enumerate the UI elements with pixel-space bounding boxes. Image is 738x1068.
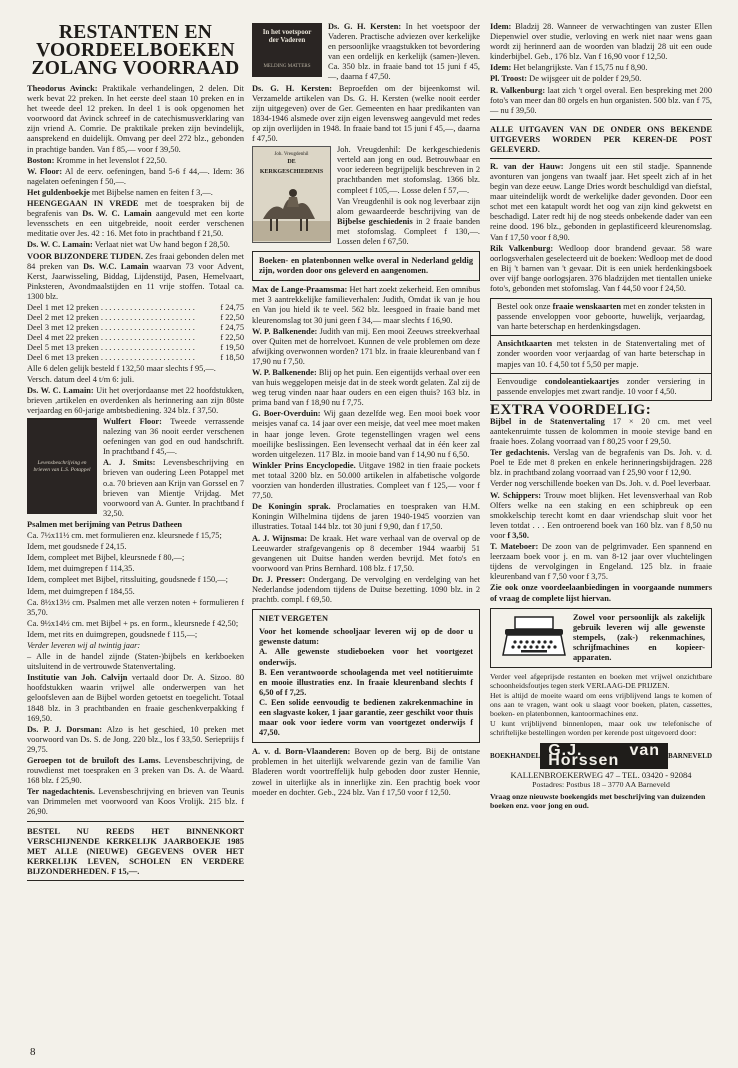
headline-line: ZOLANG VOORRAAD [31,58,240,79]
entry-moeite-waard: Het is altijd de moeite waard om eens vrijblijvend langs te komen of ons aan te vragen, want ook u slaagt voor boeken, platen, cassettes, boeken- en platenbonnen, kantoormachines enz. [490,691,712,719]
entry-mateboer: T. Mateboer: De zoon van de pelgrimvader. Een spannend en leerzaam boek voor j. en m. van 8-12 jaar over vluchtelingen tijdens de vervolgingen in Engeland. 125 blz. in fraaie kleurenband van f 7,50 voor f 3,75. [490,542,712,582]
entry-bladzij-28: Idem: Bladzij 28. Wanneer de verwachtingen van zuster Ellen Diepenwiel over studie, verloving en werk niet naar wens gaan wordt zij herinnerd aan de woorden van bladzij 28 uit een oude kinderbijbel. Geb., 176 blz. Van f 16,90 voor f 12,50. [490,22,712,62]
entry-psalmen-line: Idem, met duimgrepen f 184,55. [27,586,135,596]
entry-bijzondere-tijden: VOOR BIJZONDERE TIJDEN. Zes fraai gebonden delen met 84 preken van Ds. W.C. Lamain waarvan 73 voor Advent, Kerst, Jaarwisseling, Biddag, Lijdenstijd, Pasen, Hemelvaart, Pinksteren, Avondmaalstijden en 11 vrije stoffen. Totaal ca. 1300 blz. [27,251,244,301]
book-cover-kerkgeschiedenis [252,146,331,243]
price-row: Deel 1 met 12 preken . . . f 24,75 [27,303,244,313]
entry-kersten-voetspoor: Ds. G. H. Kersten: In het voetspoor der Vaderen. Practische adviezen over kerkelijke en persoonlijke vraagstukken tot bevordering van een ordelijk en kerkelijk (samen-)leven. Ca. 350 blz. in fraaie band tot 15 juni f 45,—, daarna f 47,50. [328,22,480,82]
price-row: Deel 3 met 12 preken . . . f 24,75 [27,323,244,333]
camel-illustration [253,171,330,241]
book-cover-title: DE KERKGESCHIEDENIS [259,159,324,176]
book-cover-caption: Levensbeschrijving en brieven van L.S. Potappel [33,460,91,473]
logo-city: BARNEVELD [668,752,712,761]
entry-psalmen-line: Idem, met duimgrepen f 114,35. [27,564,135,574]
address-gids: Vraag onze nieuwste boekengids met beschrijving van duizenden boeken enz. voor jong en oud. [490,792,706,811]
entry-belangrijkste: Idem: Het belangrijkste. Van f 15,75 nu f 8,90. [490,63,648,73]
book-image [252,23,322,77]
box-line: B. Een verantwoorde schoolagenda met veel notitieruimte en mooie illustraties enz. In fraaie kleurenband slechts f 6,50 of f 7,25. [259,667,473,697]
entry-psalmen-line: Ca. 9½x14½ cm. met Bijbel + ps. en form., kleursnede f 42,50; [27,618,239,628]
entry-balkenende-puin: W. P. Balkenende: Blij op het puin. Een eigentijds verhaal over een van huis weggelopen meisje dat in de steek wordt gelaten. Zal zij de weg terug vinden naar haar ouders en een eigen thuis? 163 blz. in prima band van f 18,90 nu f 7,75. [252,368,480,408]
book-cover-author: Joh. Vreugdenhil [274,152,309,158]
divider [27,821,244,822]
entry-rik-valkenburg: Rik Valkenburg: Wedloop door brandend gevaar. 58 ware oorlogsverhalen geselecteerd uit de boeken: Wedloop met de dood en Bij 't barnen van 't gevaar. Dit is een uniek herdenkingsboek over vijf bange oorlogsjaren. 376 bladzijden met tientallen unieke foto's, gebonden met stofomslag. Van f 44,50 voor f 24,50. [490,243,712,293]
logo-boekhandel: BOEKHANDEL [490,752,541,761]
jaarboekje-banner: BESTEL NU REEDS HET BINNENKORT VERSCHIJNENDE KERKELIJK JAARBOEKJE 1985 MET ALLE (NIEUWE) GEGEVENS OVER HET KERKELIJK LEVEN, SCHOLEN EN VERDERE BIJZONDERHEDEN. F 15,—. [27,825,244,876]
entry-winkler-prins: Winkler Prins Encyclopedie. Uitgave 1982 in tien fraaie pockets met totaal 3200 blz. en 50.000 artikelen in alfabetische volgorde voorzien van honderden illustraties. Compleet van f 125,— voor f 77,50. [252,460,480,501]
address-street: KALLENBROEKERWEG 47 – TEL. 03420 - 92084 [510,770,692,781]
price-row: Deel 4 met 22 preken . . . f 22,50 [27,333,244,343]
book-image [27,418,97,514]
entry-koningin: De Koningin sprak. Proclamaties en toespraken van H.M. Koningin Wilhelmina tijdens de jaren 1940-1945 voorzien van illustraties. Totaal 144 blz. tot 30 juni f 9,90, dan f 17,50. [252,502,480,532]
divider [27,880,244,881]
entry-poel: Verder nog verschillende boeken van Ds. Joh. v. d. Poel leverbaar. [490,479,711,489]
niet-vergeten-box [252,609,480,743]
box-line: Voor het komende schooljaar leveren wij op de door u gewenste datum: [259,627,473,647]
entry-psalmen-heading: Psalmen met berijming van Petrus Datheen [27,519,183,529]
page-number: 8 [30,1046,36,1058]
address-postbox: Postadres: Postbus 18 – 3770 AA Barneveld [532,780,670,790]
entry-floor: W. Floor: Al de eerv. oefeningen, band 5-6 f 44,—. Idem: 36 nagelaten oefeningen f 50,—. [27,166,244,186]
typewriter-icon [501,615,567,659]
entry-statenvertaling: Bijbel in de Statenvertaling 17 × 20 cm. met veel aantekenruimte tussen de kolommen in mooie stevige band en fraaie hoes. Zolang voorraad van f 80,25 voor f 29,50. [490,416,712,447]
entry-bundle-price: Alle 6 delen gelijk besteld f 132,50 maar slechts f 95,—. [27,363,216,373]
entry-overjordaanse: Ds. W. C. Lamain: Uit het overjordaanse met 22 hoofdstukken, brieven ,artikelen en overdenken als herinnering aan zijn 80ste verjaardag en 60-jarige ambtsbediening. 324 blz. f 37,50. [27,385,244,415]
entry-avinck: Theodorus Avinck: Praktikale verhandelingen, 2 delen. Dit werk bevat 22 preken. In het eerste deel staan 10 preken en in het tweede deel 12 preken. In deel 1 is ook opgenomen het voorwoord dat Avinck schreef in de catechismusverklaring van zijn vriend A. Comrie. De praktikale preken zijn bevindelijk, aansprekend en duidelijk. Omvang per deel 272 blz., gebonden in prachtige banden. Van f 85,— voor f 39,50. [27,84,244,154]
entry-vreugdenhil-bijbel: Van Vreugdenhil is ook nog leverbaar zijn alom gewaardeerde beschrijving van de Bijbelse geschiedenis in 2 fraaie banden met stofomslag. Compleet f 130,—. Lossen delen f 67,50. [337,196,480,246]
entry-balkenende-judith: W. P. Balkenende: Judith van mij. Een mooi Zeeuws streekverhaal over Quiten met de horrelvoet. Kunnen de vele problemen om deze afwijking overwonnen worden? 171 blz. in fraaie kleurenband van f 17,90 nu f 7,50. [252,326,480,366]
divider [490,158,712,159]
entry-dorsman: Ds. P. J. Dorsman: Alzo is het geschied, 10 preken met voorwoord van Ds. S. de Jong. 220 blz., los f 33,50. Seriepriijs f 29,75. [27,724,244,754]
column-right [490,22,712,810]
condoleantie-item: Eenvoudige condoleantiekaartjes zonder versiering in passende envelopjes met zwart randje. 10 voor f 4,50. [497,376,705,396]
wenskaarten-item: Bestel ook onze fraaie wenskaarten met en zonder teksten in passende enveloppen voor geboorte, huwelijk, verjaardag, van harte beterschap en herdenkingsdagen. [491,299,711,336]
entry-vreugdenhil-kerk: Joh. Vreugdenhil: De kerkgeschiedenis verteld aan jong en oud. Betrouwbaar en voor iedereen begrijpelijk beschreven in 2 prachtbanden met stofomslag. 1366 blz. compleet f 105,—. Losse delen f 57,—. [337,145,480,195]
typewriter-box [490,608,712,668]
entry-nagedachtenis: Ter nagedachtenis. Levensbeschrijving en brieven van Teunis van Drimmelen met voorwoord van Koos Vrolijk. 215 blz. f 26,90. [27,787,244,817]
entry-psalmen-line: Ca. 8½x13½ cm. Psalmen met alle verzen noten + formulieren f 35,70. [27,597,244,617]
entry-boer-overduin: G. Boer-Overduin: Wij gaan dezelfde weg. Een mooi boek voor meisjes vanaf ca. 14 jaar over een meisje, dat veel mee moet maken in haar jonge leven. Grote tegenstellingen vragen wel eens moeilijke beslissingen. Een levensecht verhaal dat in één keer zal worden uitgelezen. 117 Blz. in mooie band van f 14,90 nu f 6,50. [252,409,480,459]
entry-boston: Boston: Kromme in het levenslot f 22,50. [27,155,167,165]
box-line: C. Een solide eenvoudig te bedienen zakrekenmachine in een slagvaste koker, 1 jaar garantie, zeer geschikt voor thuis maar ook voor iedere vorm van voortgezet onderwijs f 47,50. [259,697,473,738]
book-cover-potappel [27,418,97,514]
entry-heengegaan: HEENGEGAAN IN VREDE met de toespraken bij de begrafenis van Ds. W. C. Lamain aangevuld met een korte levensschets en een uitgebreide, nooit eerder verschenen meditatie over Jes. 42 : 16. Met foto in prachtband f 21,50. [27,199,245,239]
box-title: NIET VERGETEN [259,614,329,624]
column-middle [252,22,480,799]
entry-kersten-beproefden: Ds. G. H. Kersten: Beproefden om der bijeenkomst wil. Verzamelde artikelen van Ds. G. H. Kersten (welke nooit eerder zijn uitgegeven) over de Ger. Gemeenten en haar predikanten van 1834-1946 alsmede over zijn eigen levensweg aangevuld met redes op zijn overlijden in 1948. In fraaie band tot 15 juni f 45,—, daarna f 47,50. [252,83,480,144]
entry-troost: Pl. Troost: De wijsgeer uit de polder f 29,50. [490,74,642,84]
typewriter-text: Zowel voor persoonlijk als zakelijk gebruik leveren wij alle gewenste stempels, (zak-) rekenmachines, schrijfmachines en kopieer-apparaten. [573,612,705,662]
book-cover-voetspoor [252,23,322,77]
entry-wulfert-floor: Wulfert Floor: Tweede verrassende nalezing van 36 nooit eerder verschenen oefeningen van god en oud handschrift. In prachtband f 45,—. [103,417,244,457]
bonnen-notice-box: Boeken- en platenbonnen welke overal in Nederland geldig zijn, worden door ons geleverd en aangenomen. [252,251,480,281]
ansichtkaarten-item: Ansichtkaarten met teksten in de Statenvertaling met of zonder woorden voor verjaardag of van harte beterschap in mapjes van 10. f 4,50 tot f 5,50 per mapje. [491,336,711,373]
column-left [27,22,244,884]
price-row: Deel 5 met 13 preken . . . f 19,50 [27,343,244,353]
entry-smits: A. J. Smits: Levensbeschrijving en brieven van oudering Leen Potappel met o.a. 70 brieven aan Krijn van Gorssel en 7 brieven van Mientje Vrijdag. Met voorwoord van A. Gunter. In prachtband f 32,50. [103,458,244,518]
kaarten-box [490,298,712,401]
logo-name: G.J. van Horssen [540,743,668,769]
entry-restanten: Verder veel afgeprijsde restanten en boeken met vrijwel onzichtbare schoonheidsfoutjes tegen sterk VERLAAG-DE PRIJZEN. [490,672,712,691]
address-block [490,771,712,810]
entry-psalmen-line: Idem, met goudsnede f 24,15. [27,542,127,552]
price-row: Deel 2 met 12 preken . . . f 22,50 [27,313,244,323]
price-list [27,303,244,364]
entry-presser: Dr. J. Presser: Ondergang. De vervolging en verdelging van het Nederlandse jodendom tijdens de Duitse bezetting. 1090 blz. in 2 prachtb. compl. f 69,50. [252,574,480,605]
entry-binnenlopen: U kunt vrijblijvend binnenlopen, maar ook uw telefonische of schriftelijke bestellingen worden per kerende post uitgevoerd door: [490,719,712,738]
box-line: A. Alle gewenste studieboeken voor het voortgezet onderwijs. [259,647,473,667]
entry-guldenboekje: Het guldenboekje met Bijbelse namen en feiten f 3,—. [27,187,213,197]
divider [490,119,712,120]
entry-twintig-jaar: Verder leveren wij al twintig jaar: [27,640,141,650]
book-image [252,146,331,243]
entry-lamain-verlaat: Ds. W. C. Lamain: Verlaat niet wat Uw hand begon f 28,50. [27,240,230,250]
book-cover-subtitle: MELDING MATTERS [263,63,311,69]
extra-voordelig-heading: EXTRA VOORDELIG: [490,401,652,418]
entry-psalmen-line: Idem, met rits en duimgrepen, goudsnede f 115,—; [27,629,198,639]
bookstore-logo [490,743,712,769]
entry-ter-gedachtenis: Ter gedachtenis. Verslag van de begrafenis van Ds. Joh. v. d. Poel te Ede met 8 preken en enkele herinneringsbijdragen. 228 blz. in prachtband zolang voorraad van f 25,90 voor f 12,90. [490,448,713,478]
uitgevers-banner: ALLE UITGAVEN VAN DE ONDER ONS BEKENDE UITGEVERS WORDEN PER KEREN-DE POST GELEVERD. [490,123,712,154]
entry-bijbels: – Alle in de handel zijnde (Staten-)bijbels en kerkboeken uitsluitend in de vertrouwde Statenvertaling. [27,652,244,672]
entry-bruiloft: Geroepen tot de bruiloft des Lams. Levensbeschrijving, de rouwdienst met toespraken en 3 preken van Ds. A. de Waard. 168 blz. f 25,90. [27,756,244,786]
entry-wijnsma: A. J. Wijnsma: De kraak. Het ware verhaal van de overval op de Leeuwarder strafgevangenis op 8 december 1944 waarbij 51 gevangenen uit Duitse handen werden bevrijd. Met foto's en voorwoord van Prins Bernhard. 108 blz. f 17,50. [252,533,480,573]
page-headline [27,24,244,78]
book-cover-title: In het voetspoor der Vaderen [262,28,312,44]
price-row: Deel 6 met 13 preken . . . f 18,50 [27,353,244,363]
entry-schippers: W. Schippers: Trouw moet blijken. Het levensverhaal van Rob Olfers welke na een staking en een schipbreuk op een smokkelschip terecht komt en daar vriendschap sluit voor het leven totdat . . . Een ontroerend boek van 160 blz. van f 8,50 nu voor f 3,50. [490,490,713,540]
entry-lange-praamsma: Max de Lange-Praamsma: Het hart zoekt zekerheid. Een omnibus met 3 aantrekkelijke familieverhalen: Judith, Omdat ik van je hou en Van jou hield ik te veel. 562 blz. leesgoed in fraaie band met kleurenomslag tot 30 juni geen f 34,— maar slechts f 16,90. [252,285,480,325]
entry-psalmen-line: Ca. 7½x11½ cm. met formulieren enz. kleursnede f 15,75; [27,531,222,541]
entry-calvijn: Institutie van Joh. Calvijn vertaald door Dr. A. Sizoo. 80 hoofdstukken waarin vrijwel alle onderwerpen van het geloofsleven aan de Bijbel worden getoetst en toegelicht. Totaal 1848 blz. in 3 prachtbanden en fraaie geschenkverpakking f 169,50. [27,673,244,723]
headline-line: RESTANTEN EN [58,22,213,43]
entry-release-date: Versch. datum deel 4 t/m 6: juli. [27,374,135,384]
entry-valkenburg-orgel: R. Valkenburg: laat zich 't orgel overal. Een bespreking met 200 foto's van meer dan 80 orgels en hun organisten. 500 blz. van f 75,— nu f 39,50. [490,85,712,115]
entry-voordeelaanbiedingen: Zie ook onze voordeelaanbiedingen in voorgaande nummers of vraag de complete lijst hiervan. [490,583,712,603]
entry-psalmen-line: Idem, compleet met Bijbel, ritssluiting, goudsnede f 150,—; [27,575,228,585]
entry-born-vlaanderen: A. v. d. Born-Vlaanderen: Boven op de berg. Bij de ontstane problemen in het uiterlijk welvarende gezin van de familie Van Bladeren wordt voortreffelijk hulp geboden door zuster Hennie, zowel in uiterlijke als in innerlijke zin. Een prachtig boek voor moeder en dochter. Geb., 224 blz. Van f 17,50 voor f 12,50. [252,747,480,797]
entry-van-der-hauw: R. van der Hauw: Jongens uit een stil stadje. Spannende avonturen van jongens van twaalf jaar. Het speelt zich af in het begin van deze eeuw. Lange Dries wordt beschuldigd van diefstal, maar uiteindelijk wordt de werkelijke dader gevonden. Door een schot met een katapult wordt het oog van zijn kind gekwetst en beschadigd. Later redt hij de nog steeds onbekende dader van een reine dood. 196 blz., gebonden in geplastificeerd kleurenomslag. Van f 17,50 voor f 8,90. [490,161,713,242]
headline-line: VOORDEELBOEKEN [36,40,235,61]
entry-psalmen-line: Idem, compleet met Bijbel, kleursnede f 80,—; [27,553,185,563]
